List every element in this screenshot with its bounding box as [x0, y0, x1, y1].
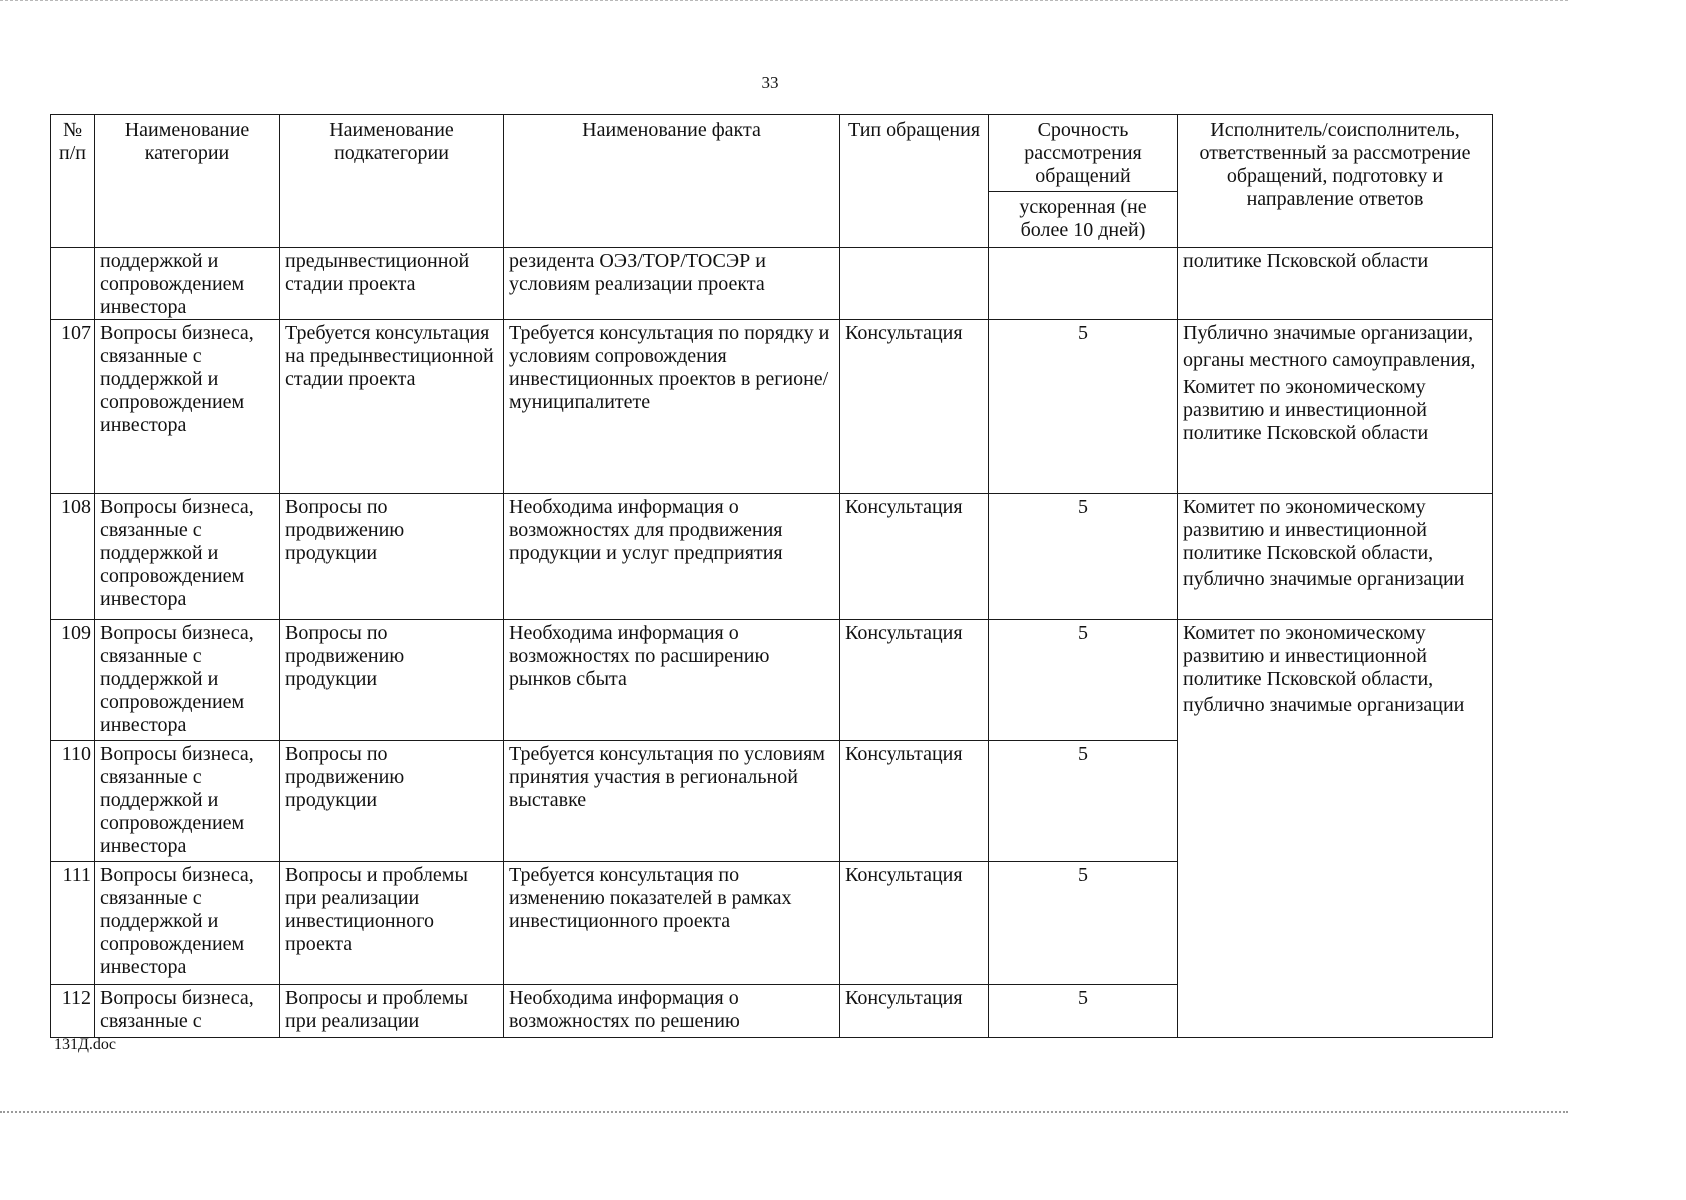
cell-executor: политике Псковской области: [1178, 248, 1493, 320]
cell-category: Вопросы бизнеса, связанные с поддержкой и сопровождением инвестора: [95, 494, 280, 620]
cell-urgency: 5: [989, 741, 1178, 862]
executor-line: Комитет по экономическому развитию и инвестиционной политике Псковской области,: [1183, 622, 1434, 690]
page-number: 33: [761, 73, 779, 92]
cell-num: [51, 248, 95, 320]
cell-type: Консультация: [840, 320, 989, 494]
cell-subcategory: Вопросы и проблемы при реализации: [280, 985, 504, 1038]
cell-fact: Необходима информация о возможностях для продвижения продукции и услуг предприятия: [504, 494, 840, 620]
cell-category: поддержкой и сопровождением инвестора: [95, 248, 280, 320]
cell-type: Консультация: [840, 494, 989, 620]
cell-category: Вопросы бизнеса, связанные с поддержкой и сопровождением инвестора: [95, 320, 280, 494]
cell-fact: Требуется консультация по порядку и условиям сопровождения инвестиционных проектов в регионе/муниципалитете: [504, 320, 840, 494]
cell-category: Вопросы бизнеса, связанные с поддержкой и сопровождением инвестора: [95, 862, 280, 985]
cell-num: 112: [51, 985, 95, 1038]
cell-category: Вопросы бизнеса, связанные с: [95, 985, 280, 1038]
cell-subcategory: Вопросы по продвижению продукции: [280, 620, 504, 741]
header-urgency-accelerated: ускоренная (не более 10 дней): [989, 192, 1178, 248]
cell-executor: [1178, 494, 1493, 620]
executor-line: публично значимые организации: [1183, 568, 1465, 590]
header-subcategory: Наименование подкатегории: [280, 115, 504, 248]
header-fact: Наименование факта: [504, 115, 840, 248]
cell-type: Консультация: [840, 985, 989, 1038]
table-row: [51, 320, 1493, 494]
cell-fact: резидента ОЭЗ/ТОР/ТОСЭР и условиям реализации проекта: [504, 248, 840, 320]
cell-category: Вопросы бизнеса, связанные с поддержкой и сопровождением инвестора: [95, 741, 280, 862]
cell-fact: Необходима информация о возможностях по расширению рынков сбыта: [504, 620, 840, 741]
executor-line: публично значимые организации: [1183, 694, 1465, 716]
cell-type: Консультация: [840, 620, 989, 741]
executor-line: Комитет по экономическому развитию и инвестиционной политике Псковской области,: [1183, 496, 1434, 564]
cell-num: 109: [51, 620, 95, 741]
cell-urgency: 5: [989, 494, 1178, 620]
cell-urgency: [989, 248, 1178, 320]
cell-fact: Необходима информация о возможностях по решению: [504, 985, 840, 1038]
cell-fact: Требуется консультация по условиям принятия участия в региональной выставке: [504, 741, 840, 862]
cell-type: Консультация: [840, 741, 989, 862]
cell-category: Вопросы бизнеса, связанные с поддержкой и сопровождением инвестора: [95, 620, 280, 741]
table-row: [51, 248, 1493, 320]
cell-type: [840, 248, 989, 320]
cell-fact: Требуется консультация по изменению показателей в рамках инвестиционного проекта: [504, 862, 840, 985]
cell-subcategory: Требуется консультация на предынвестиционной стадии проекта: [280, 320, 504, 494]
cell-subcategory: Вопросы по продвижению продукции: [280, 741, 504, 862]
executor-line: Публично значимые организации,: [1183, 322, 1474, 344]
cell-subcategory: Вопросы и проблемы при реализации инвестиционного проекта: [280, 862, 504, 985]
cell-executor: [1178, 620, 1493, 1038]
cell-subcategory: предынвестиционной стадии проекта: [280, 248, 504, 320]
cell-num: 111: [51, 862, 95, 985]
appeals-table: [50, 114, 1493, 1038]
scan-edge-bottom: [0, 1111, 1568, 1117]
executor-line: Комитет по экономическому развитию и инвестиционной политике Псковской области: [1183, 376, 1429, 444]
cell-urgency: 5: [989, 320, 1178, 494]
header-num: № п/п: [51, 115, 95, 248]
scan-edge-top: [0, 0, 1568, 6]
cell-urgency: 5: [989, 985, 1178, 1038]
header-category: Наименование категории: [95, 115, 280, 248]
table-row: [51, 494, 1493, 620]
cell-executor: [1178, 320, 1493, 494]
table-row: [51, 620, 1493, 741]
cell-urgency: 5: [989, 620, 1178, 741]
header-type: Тип обращения: [840, 115, 989, 248]
header-row: [51, 115, 1493, 192]
cell-subcategory: Вопросы по продвижению продукции: [280, 494, 504, 620]
cell-urgency: 5: [989, 862, 1178, 985]
cell-type: Консультация: [840, 862, 989, 985]
footer-filename: 131Д.doc: [54, 1036, 117, 1053]
executor-line: органы местного самоуправления,: [1183, 349, 1476, 371]
header-urgency: Срочность рассмотрения обращений: [989, 115, 1178, 192]
cell-num: 108: [51, 494, 95, 620]
header-executor: Исполнитель/соисполнитель, ответственный за рассмотрение обращений, подготовку и направление ответов: [1178, 115, 1493, 248]
cell-num: 110: [51, 741, 95, 862]
cell-num: 107: [51, 320, 95, 494]
